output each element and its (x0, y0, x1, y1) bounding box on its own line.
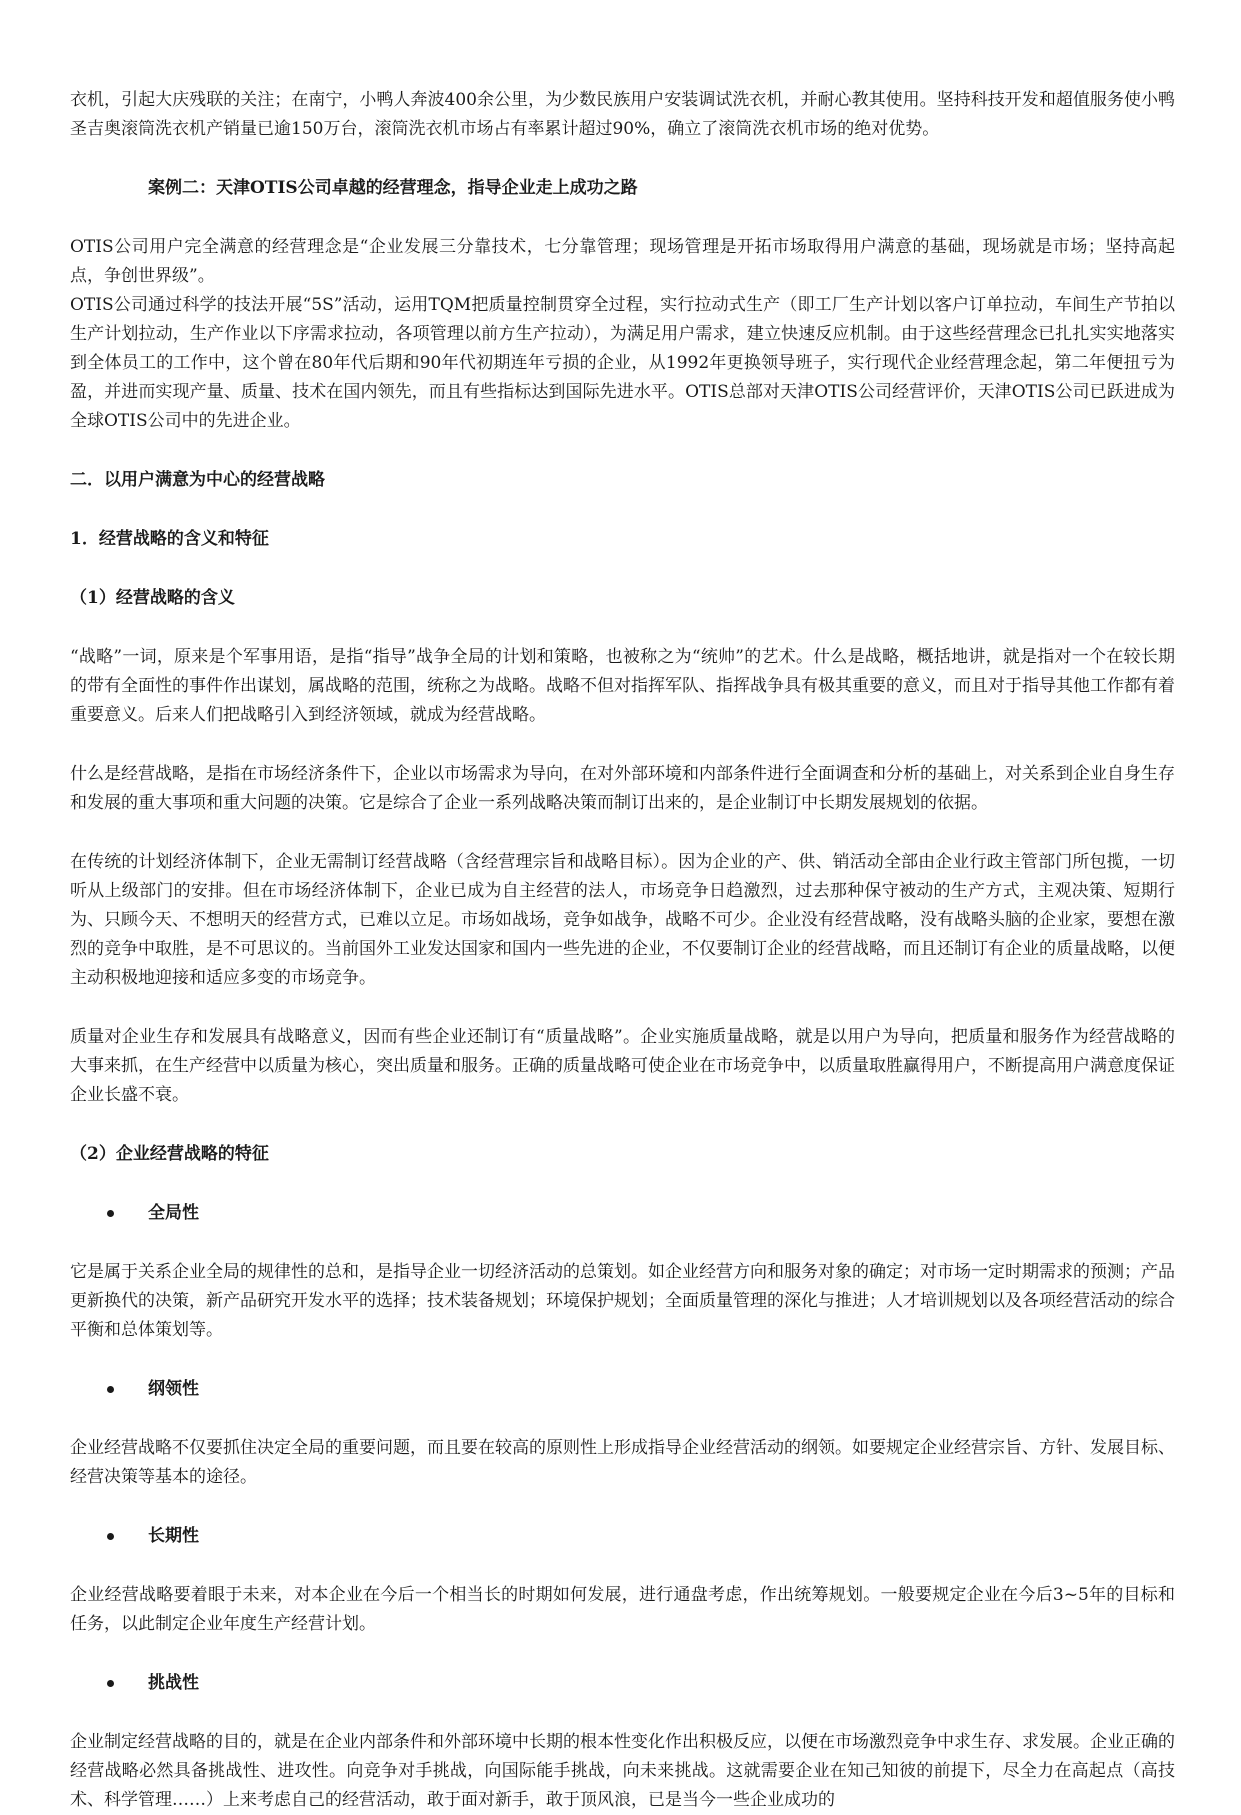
meaning-paragraph-3: 在传统的计划经济体制下，企业无需制订经营战略（含经营理宗旨和战略目标）。因为企业的产、供、销活动全部由企业行政主管部门所包揽，一切听从上级部门的安排。但在市场经济体制下，企业已成为自主经营的法人，市场竞争日趋激烈，过去那种保守被动的生产方式，主观决策、短期行为、只顾今天、不想明天的经营方式，已难以立足。市场如战场，竞争如战争，战略不可少。企业没有经营战略，没有战略头脑的企业家，要想在激烈的竞争中取胜，是不可思议的。当前国外工业发达国家和国内一些先进的企业，不仅要制订企业的经营战略，而且还制订有企业的质量战略，以便主动积极地迎接和适应多变的市场竞争。 (70, 852, 1175, 988)
intro-paragraph: 衣机，引起大庆残联的关注；在南宁，小鸭人奔波400余公里，为少数民族用户安装调试洗衣机，并耐心教其使用。坚持科技开发和超值服务使小鸭圣吉奥滚筒洗衣机产销量已逾150万台，滚筒洗衣机市场占有率累计超过90%，确立了滚筒洗衣机市场的绝对优势。 (70, 90, 1175, 139)
bullet-icon (107, 1386, 114, 1393)
case2-paragraph-1: OTIS公司用户完全满意的经营理念是“企业发展三分靠技术，七分靠管理；现场管理是开拓市场取得用户满意的基础，现场就是市场；坚持高起点，争创世界级”。 (70, 237, 1175, 286)
feature-heading-overall (70, 1199, 1175, 1228)
meaning-paragraph-1: “战略”一词，原来是个军事用语，是指“指导”战争全局的计划和策略，也被称之为“统帅”的艺术。什么是战略，概括地讲，就是指对一个在较长期的带有全面性的事件作出谋划，属战略的范围，统称之为战略。战略不但对指挥军队、指挥战争具有极其重要的意义，而且对于指导其他工作都有着重要意义。后来人们把战略引入到经济领域，就成为经营战略。 (70, 647, 1175, 725)
subsection1-1-heading: （1）经营战略的含义 (70, 588, 235, 608)
bullet-icon (107, 1533, 114, 1540)
feature-title: 纲领性 (148, 1379, 199, 1399)
subsection1-heading: 1．经营战略的含义和特征 (70, 529, 269, 549)
feature-title: 全局性 (148, 1203, 199, 1223)
feature-title: 挑战性 (148, 1673, 199, 1693)
case2-paragraph-2: OTIS公司通过科学的技法开展“5S”活动，运用TQM把质量控制贯穿全过程，实行拉动式生产（即工厂生产计划以客户订单拉动，车间生产节拍以生产计划拉动，生产作业以下序需求拉动，各项管理以前方生产拉动），为满足用户需求，建立快速反应机制。由于这些经营理念已扎扎实实地落实到全体员工的工作中，这个曾在80年代后期和90年代初期连年亏损的企业，从1992年更换领导班子，实行现代企业经营理念起，第二年便扭亏为盈，并进而实现产量、质量、技术在国内领先，而且有些指标达到国际先进水平。OTIS总部对天津OTIS公司经营评价，天津OTIS公司已跃进成为全球OTIS公司中的先进企业。 (70, 295, 1175, 431)
feature-body-overall: 它是属于关系企业全局的规律性的总和，是指导企业一切经济活动的总策划。如企业经营方向和服务对象的确定；对市场一定时期需求的预测；产品更新换代的决策，新产品研究开发水平的选择；技术装备规划；环境保护规划；全面质量管理的深化与推进；人才培训规划以及各项经营活动的综合平衡和总体策划等。 (70, 1262, 1175, 1340)
feature-body-long-term: 企业经营战略要着眼于未来，对本企业在今后一个相当长的时期如何发展，进行通盘考虑，作出统筹规划。一般要规定企业在今后3~5年的目标和任务，以此制定企业年度生产经营计划。 (70, 1585, 1175, 1634)
feature-heading-challenge (70, 1669, 1175, 1698)
feature-body-guideline: 企业经营战略不仅要抓住决定全局的重要问题，而且要在较高的原则性上形成指导企业经营活动的纲领。如要规定企业经营宗旨、方针、发展目标、经营决策等基本的途径。 (70, 1438, 1175, 1487)
section2-heading: 二．以用户满意为中心的经营战略 (70, 470, 325, 490)
feature-title: 长期性 (148, 1526, 199, 1546)
feature-heading-guideline (70, 1375, 1175, 1404)
document-page (70, 86, 1175, 1815)
meaning-paragraph-4: 质量对企业生存和发展具有战略意义，因而有些企业还制订有“质量战略”。企业实施质量战略，就是以用户为导向，把质量和服务作为经营战略的大事来抓，在生产经营中以质量为核心，突出质量和服务。正确的质量战略可使企业在市场竞争中，以质量取胜赢得用户，不断提高用户满意度保证企业长盛不衰。 (70, 1027, 1175, 1105)
feature-heading-long-term (70, 1522, 1175, 1551)
bullet-icon (107, 1680, 114, 1687)
subsection1-2-heading: （2）企业经营战略的特征 (70, 1144, 269, 1164)
case2-heading: 案例二：天津OTIS公司卓越的经营理念，指导企业走上成功之路 (148, 178, 638, 198)
meaning-paragraph-2: 什么是经营战略，是指在市场经济条件下，企业以市场需求为导向，在对外部环境和内部条件进行全面调查和分析的基础上，对关系到企业自身生存和发展的重大事项和重大问题的决策。它是综合了企业一系列战略决策而制订出来的，是企业制订中长期发展规划的依据。 (70, 764, 1175, 813)
bullet-icon (107, 1210, 114, 1217)
feature-body-challenge: 企业制定经营战略的目的，就是在企业内部条件和外部环境中长期的根本性变化作出积极反应，以便在市场激烈竞争中求生存、求发展。企业正确的经营战略必然具备挑战性、进攻性。向竞争对手挑战，向国际能手挑战，向未来挑战。这就需要企业在知己知彼的前提下，尽全力在高起点（高技术、科学管理……）上来考虑自己的经营活动，敢于面对新手，敢于顶风浪，已是当今一些企业成功的 (70, 1732, 1175, 1810)
